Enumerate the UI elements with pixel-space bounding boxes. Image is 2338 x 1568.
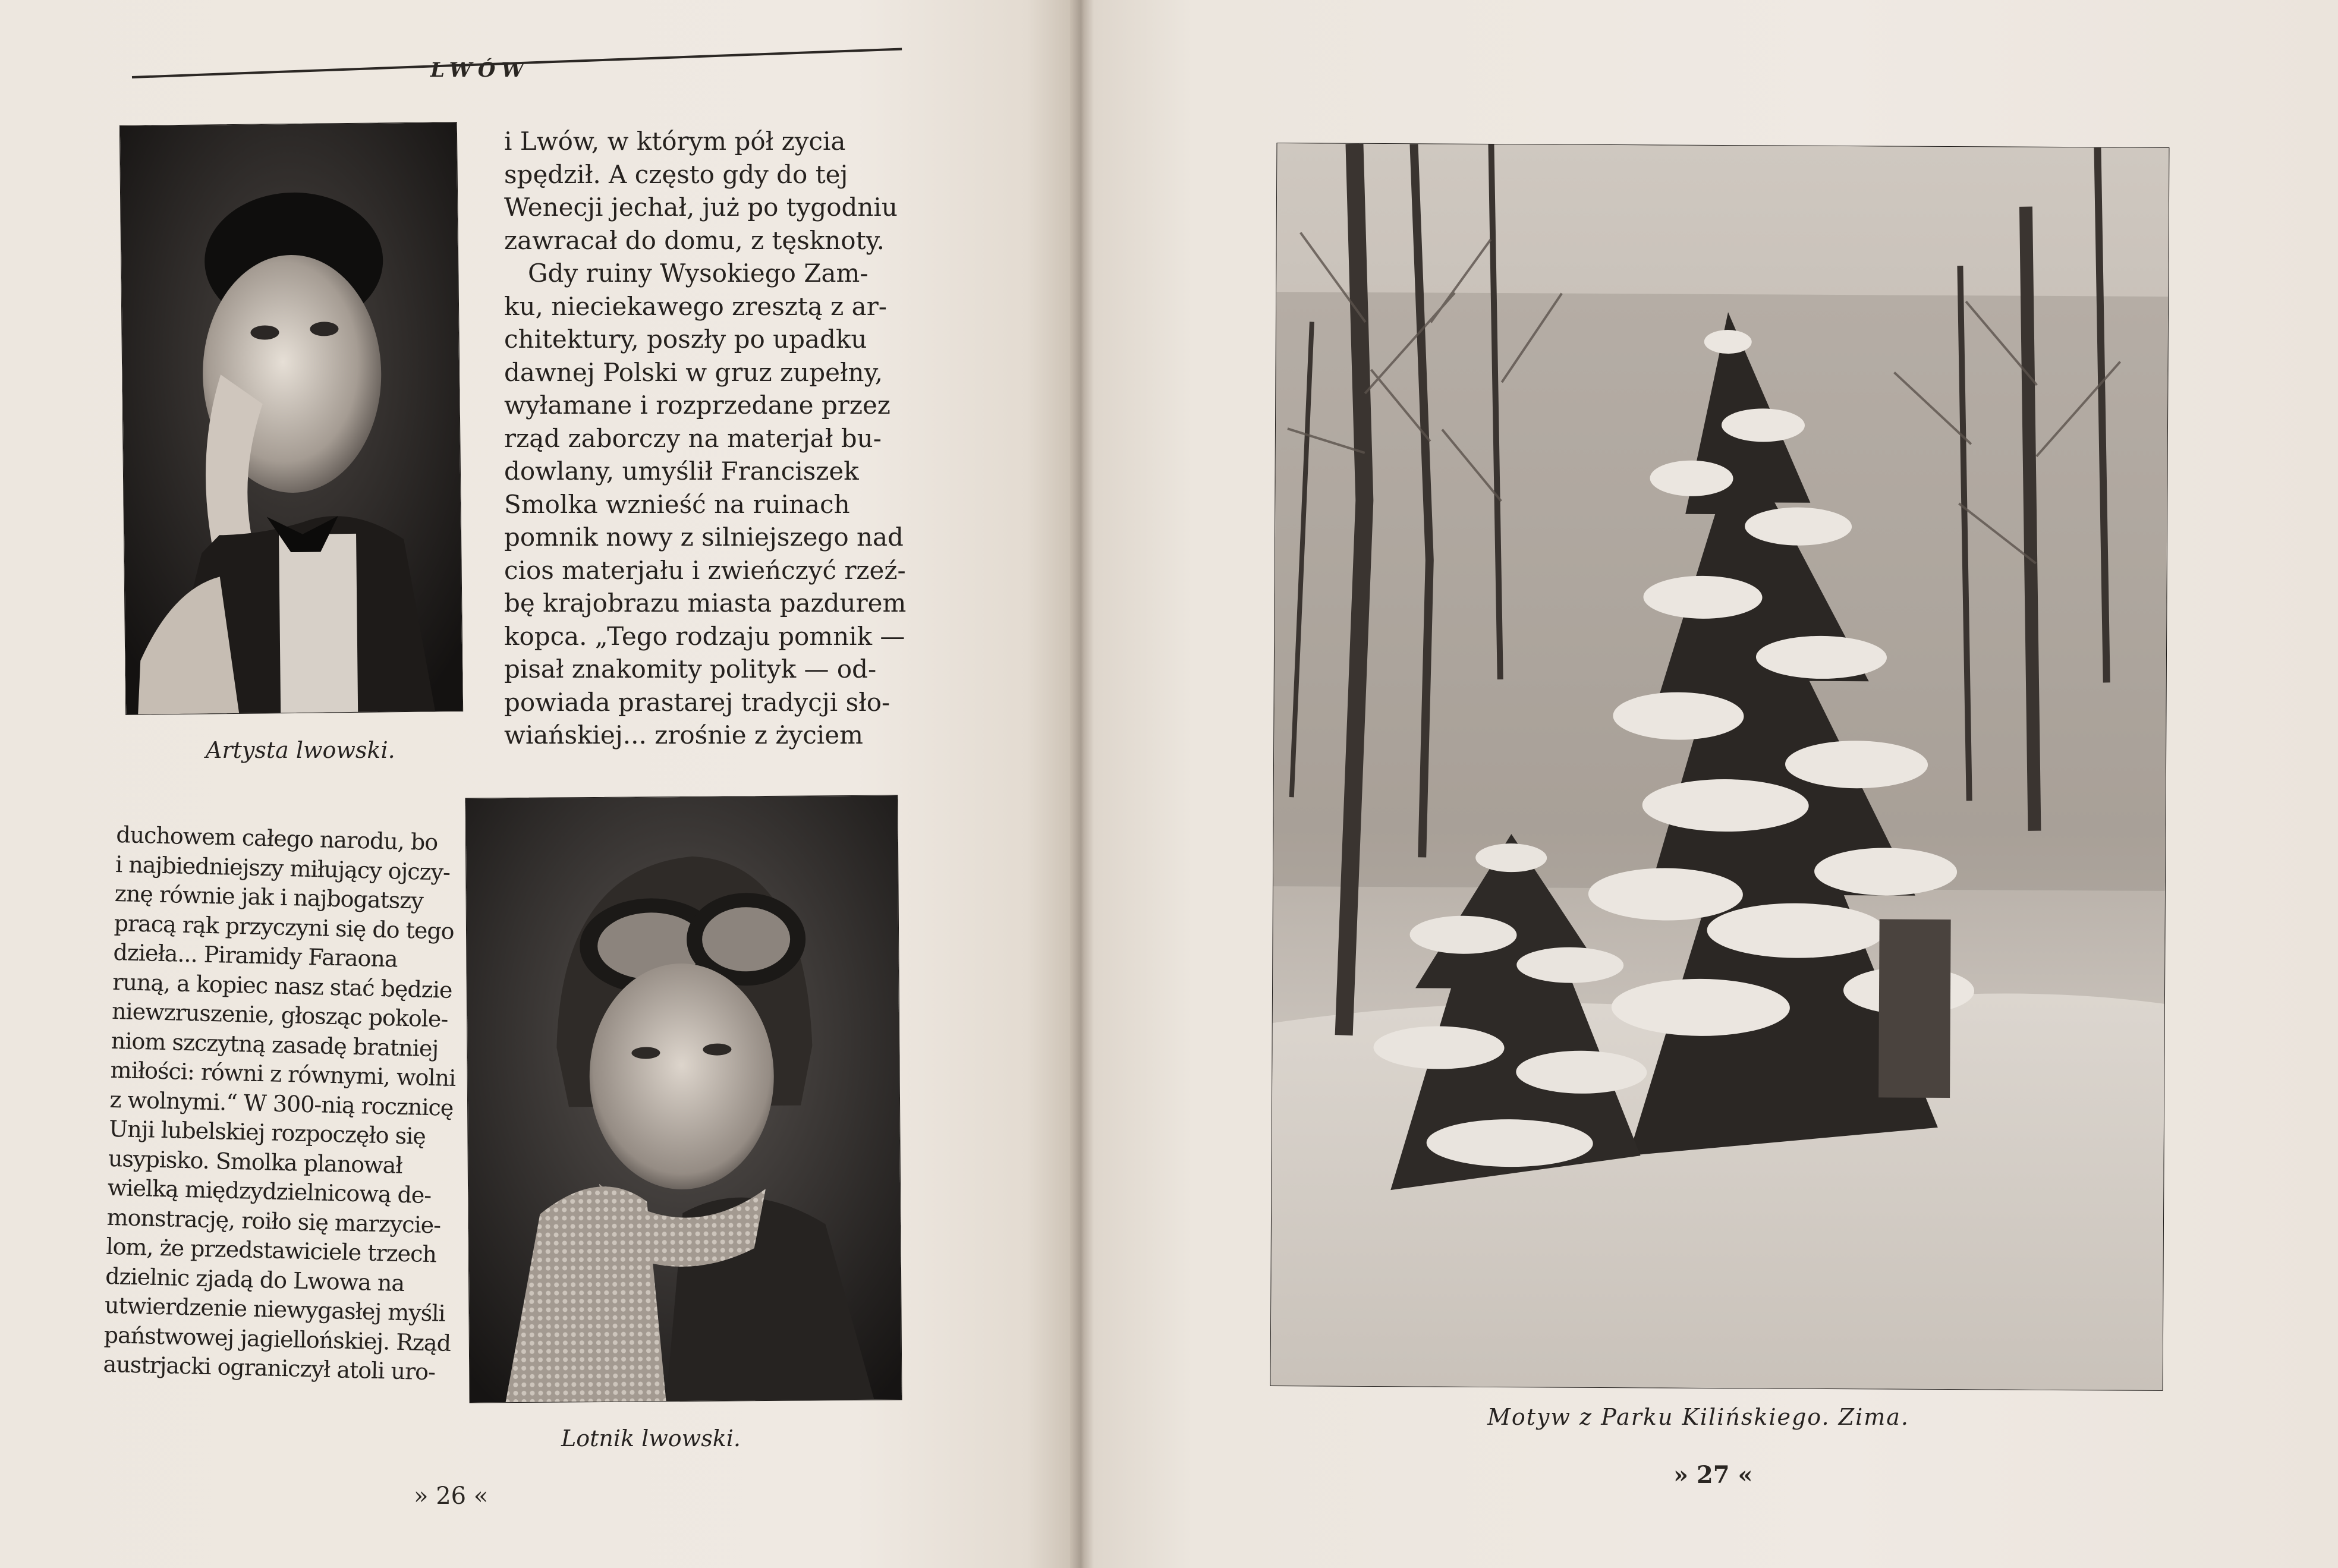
text-column-top — [504, 125, 907, 752]
right-page — [1094, 0, 2338, 1568]
pilot-portrait-image — [465, 795, 901, 1402]
text-line: ku, nieciekawego zresztą z ar- — [504, 291, 887, 321]
text-line: runą, a kopiec nasz stać będzie — [112, 968, 452, 1003]
text-line: dzieła... Piramidy Faraona — [113, 939, 398, 972]
text-line: wielką międzydzielnicową de- — [107, 1174, 432, 1209]
text-line: Unji lubelskiej rozpoczęło się — [108, 1115, 426, 1150]
text-line: i najbiedniejszy miłujący ojczy- — [115, 851, 451, 886]
text-line: zawracał do domu, z tęsknoty. — [504, 225, 885, 255]
text-line: pomnik nowy z silniejszego nad — [504, 522, 904, 552]
text-line: znę równie jak i najbogatszy — [114, 880, 424, 914]
text-line: monstrację, roiło się marzycie- — [106, 1204, 441, 1239]
text-line: duchowem całego narodu, bo — [115, 821, 438, 856]
text-line: Smolka wznieść na ruinach — [504, 489, 850, 519]
pilot-portrait-photo — [465, 795, 902, 1403]
text-line: usypisko. Smolka planował — [108, 1145, 403, 1179]
book-gutter — [1070, 0, 1094, 1568]
text-line: utwierdzenie niewygasłej myśli — [104, 1292, 446, 1327]
artist-portrait-photo — [119, 122, 463, 715]
text-line: bę krajobrazu miasta pazdurem — [504, 588, 907, 618]
text-line: powiada prastarej tradycji sło- — [504, 687, 890, 717]
text-line: wyłamane i rozprzedane przez — [504, 391, 890, 420]
text-line: wiańskiej... zrośnie z życiem — [504, 720, 863, 750]
text-line: dowlany, umyślił Franciszek — [504, 456, 859, 486]
artist-portrait-image — [120, 122, 462, 714]
text-line: niom szczytną zasadę bratniej — [111, 1027, 439, 1062]
left-page — [0, 0, 1070, 1568]
text-line: i Lwów, w którym pół zycia — [504, 127, 846, 156]
winter-park-photo — [1270, 143, 2170, 1391]
text-line: Wenecji jechał, już po tygodniu — [504, 193, 898, 222]
text-line: pracą rąk przyczyni się do tego — [114, 909, 455, 944]
text-line: chitektury, poszły po upadku — [504, 325, 867, 354]
winter-photo-caption: Motyw z Parku Kilińskiego. Zima. — [1487, 1404, 1909, 1430]
text-line: dawnej Polski w gruz zupełny, — [504, 357, 883, 387]
page-number-left: » 26 « — [414, 1482, 489, 1510]
page-number-right: » 27 « — [1673, 1461, 1753, 1489]
text-line: kopca. „Tego rodzaju pomnik — — [504, 621, 905, 651]
text-line: miłości: równi z równymi, wolni — [110, 1056, 456, 1092]
text-line: z wolnymi.“ W 300-nią rocznicę — [109, 1086, 454, 1121]
text-line: Gdy ruiny Wysokiego Zam- — [528, 259, 869, 288]
text-line: austrjacki ograniczył atoli uro- — [103, 1350, 436, 1386]
text-line: cios materjału i zwieńczyć rzeź- — [504, 555, 906, 585]
pilot-caption: Lotnik lwowski. — [561, 1425, 741, 1451]
artist-caption: Artysta lwowski. — [206, 737, 395, 763]
text-line: państwowej jagiellońskiej. Rząd — [103, 1321, 451, 1356]
text-line: niewzruszenie, głosząc pokole- — [111, 997, 448, 1032]
text-line: pisał znakomity polityk — od- — [504, 654, 877, 684]
text-column-bottom — [103, 820, 456, 1387]
text-line: dzielnic zjadą do Lwowa na — [105, 1262, 405, 1296]
text-line: lom, że przedstawiciele trzech — [105, 1233, 437, 1268]
text-line: rząd zaborczy na materjał bu- — [504, 423, 882, 453]
text-line: spędził. A często gdy do tej — [504, 159, 848, 189]
winter-park-image — [1271, 143, 2169, 1390]
running-head: LWÓW — [430, 58, 530, 82]
